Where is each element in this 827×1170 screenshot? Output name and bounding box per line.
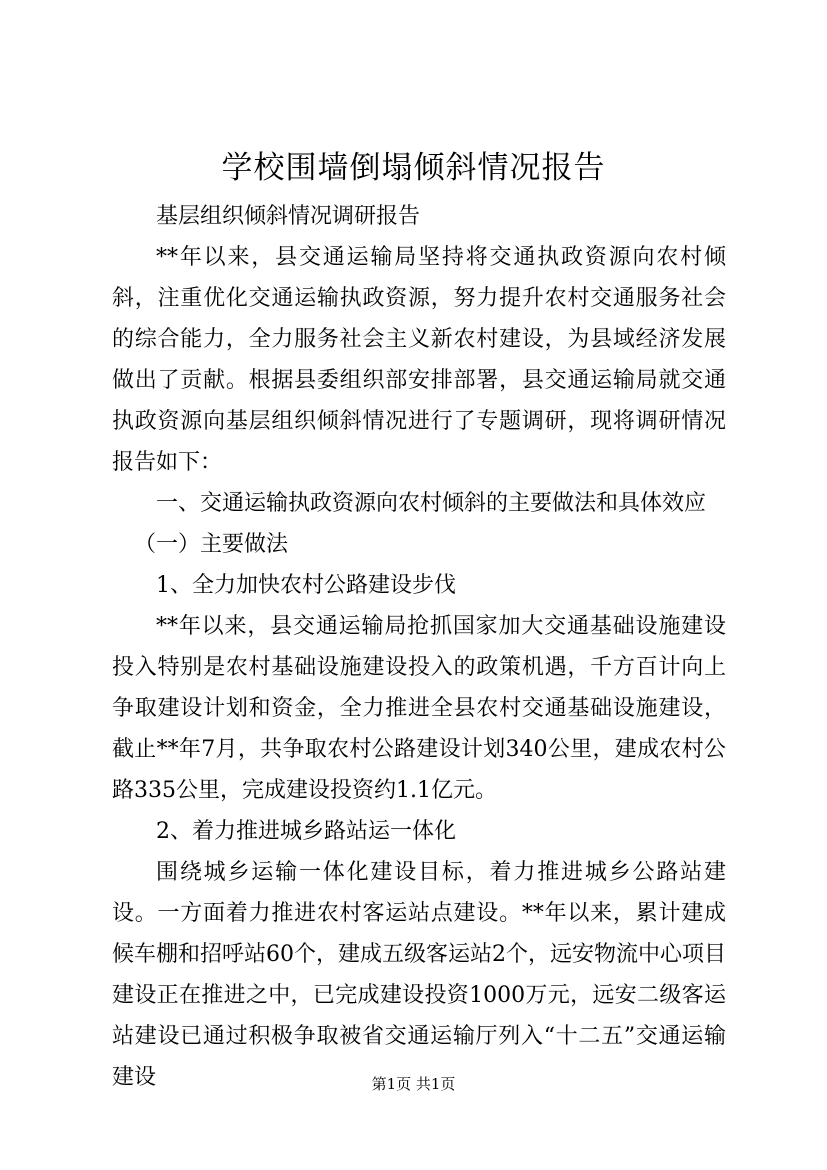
item-heading: 2、着力推进城乡路站运一体化	[156, 819, 456, 844]
document-title: 学校围墙倒塌倾斜情况报告	[221, 150, 606, 186]
page-number-footer: 第1页 共1页	[371, 1075, 456, 1093]
subsection-heading: （一）主要做法	[134, 532, 289, 557]
document-body	[112, 196, 726, 1098]
subtitle-paragraph: 基层组织倾斜情况调研报告	[156, 204, 421, 229]
item-heading: 1、全力加快农村公路建设步伐	[156, 573, 456, 598]
body-paragraph: 围绕城乡运输一体化建设目标，着力推进城乡公路站建设。一方面着力推进农村客运站点建设。**年以来，累计建成候车棚和招呼站60个，建成五级客运站2个，远安物流中心项目建设正在推进之中，已完成建设投资1000万元，远安二级客运站建设已通过积极争取被省交通运输厅列入“十二五”交通运输建设	[112, 860, 726, 1090]
intro-paragraph: **年以来，县交通运输局坚持将交通执政资源向农村倾斜，注重优化交通运输执政资源，努力提升农村交通服务社会的综合能力，全力服务社会主义新农村建设，为县域经济发展做出了贡献。根据县委组织部安排部署，县交通运输局就交通执政资源向基层组织倾斜情况进行了专题调研，现将调研情况报告如下：	[112, 245, 726, 475]
body-paragraph: **年以来，县交通运输局抢抓国家加大交通基础设施建设投入特别是农村基础设施建设投入的政策机遇，千方百计向上争取建设计划和资金，全力推进全县农村交通基础设施建设，截止**年7月，共争取农村公路建设计划340公里，建成农村公路335公里，完成建设投资约1.1亿元。	[112, 614, 726, 803]
section-heading: 一、交通运输执政资源向农村倾斜的主要做法和具体效应	[156, 491, 707, 516]
